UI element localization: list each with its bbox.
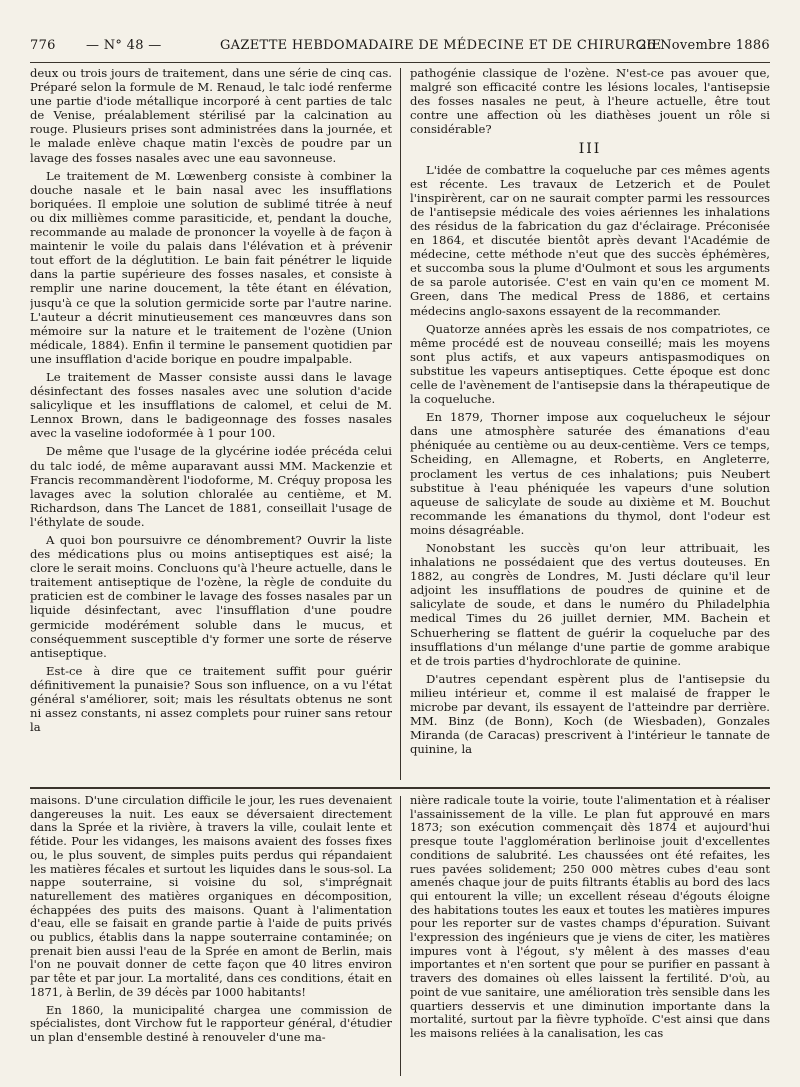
issue-number: — N° 48 — xyxy=(86,38,162,53)
paragraph: deux ou trois jours de traitement, dans une série de cinq cas. Préparé selon la formule de M. Renaud, le talc iodé renferme une partie d'iode métallique incorporé à cent parties de talc de Venise, préalablement stérilisé par la calcination au rouge. Plusieurs prises sont administrées dans la journée, et le malade enlève chaque matin l'excès de poudre par un lavage des fosses nasales avec une eau savonneuse. xyxy=(30,66,392,165)
paragraph: pathogénie classique de l'ozène. N'est-ce pas avouer que, malgré son efficacité contre les lésions locales, l'antisepsie des fosses nasales ne peut, à l'heure actuelle, être tout contre une affection où les diathèses jouent un rôle si considérable? xyxy=(410,66,770,137)
section-separator xyxy=(30,787,770,789)
journal-title: GAZETTE HEBDOMADAIRE DE MÉDECINE ET DE CHIRURGIE xyxy=(220,38,662,53)
upper-right-column xyxy=(410,66,770,782)
lower-left-column xyxy=(30,794,392,1078)
paragraph: Nonobstant les succès qu'on leur attribuait, les inhalations ne possédaient que des vertus douteuses. En 1882, au congrès de Londres, M. Justi déclare qu'il leur adjoint les insufflations de poudres de quinine et de salicylate de soude, et dans le numéro du Philadelphia medical Times du 26 juillet dernier, MM. Bachein et Schuerhering se flattent de guérir la coqueluche par des insufflations d'un mélange d'une partie de gomme arabique et de trois parties d'hydrochlorate de quinine. xyxy=(410,541,770,668)
issue-date: 26 Novembre 1886 xyxy=(638,38,770,53)
section-heading: III xyxy=(578,141,602,158)
paragraph: maisons. D'une circulation difficile le jour, les rues devenaient dangereuses la nuit. Les eaux se déversaient directement dans la Sprée et la rivière, à travers la ville, coulait lente et fétide. Pour les vidanges, les maisons avaient des fosses fixes ou, le plus souvent, de simples puits perdus qui répandaient les matières fécales et surtout les liquides dans le sous-sol. La nappe souterraine, si voisine du sol, s'imprégnait naturellement des matières organiques en décomposition, échappées des puits des maisons. Quant à l'alimentation d'eau, elle se faisait en grande partie à l'aide de puits privés ou publics, établis dans la nappe souterraine contaminée; on prenait bien aussi l'eau de la Sprée en amont de Berlin, mais l'on ne pouvait donner de cette façon que 40 litres environ par tête et par jour. La mortalité, dans ces conditions, était en 1871, à Berlin, de 39 décès par 1000 habitants! xyxy=(30,794,392,999)
upper-left-column xyxy=(30,66,392,782)
paragraph: De même que l'usage de la glycérine iodée précéda celui du talc iodé, de même auparavant aussi MM. Mackenzie et Francis recommandèrent l'iodoforme, M. Créquy proposa les lavages avec la solution chloralée au centième, et M. Richardson, dans The Lancet de 1881, conseillait l'usage de l'éthylate de soude. xyxy=(30,444,392,529)
column-divider xyxy=(400,796,401,1076)
page-number: 776 xyxy=(30,38,56,53)
paragraph: Est-ce à dire que ce traitement suffit pour guérir définitivement la punaisie? Sous son influence, on a vu l'état général s'améliorer, soit; mais les résultats obtenus ne sont ni assez constants, ni assez complets pour ruiner sans retour la xyxy=(30,663,392,735)
header-rule xyxy=(30,62,770,63)
running-header xyxy=(30,38,770,58)
lower-right-column xyxy=(410,794,770,1078)
paragraph: En 1879, Thorner impose aux coquelucheux le séjour dans une atmosphère saturée des émanations d'eau phéniquée au centième ou au deux-centième. Vers ce temps, Scheiding, en Allemagne, et Roberts, en Angleterre, proclament les vertus de ces inhalations; puis Neubert substitue à l'eau phéniquée les vapeurs d'une solution aqueuse de salicylate de soude au dixième et M. Bouchut recommande les émanations du thymol, dont l'odeur est moins désagréable. xyxy=(410,410,770,537)
paragraph: En 1860, la municipalité chargea une commission de spécialistes, dont Virchow fut le rapporteur général, d'étudier un plan d'ensemble destiné à renouveler d'une ma- xyxy=(30,1002,392,1044)
column-divider xyxy=(400,68,401,780)
paragraph: Quatorze années après les essais de nos compatriotes, ce même procédé est de nouveau conseillé; mais les moyens sont plus actifs, et aux vapeurs antispasmodiques on substitue les vapeurs antiseptiques. Cette époque est donc celle de l'avènement de l'antisepsie dans la thérapeutique de la coqueluche. xyxy=(410,321,770,407)
paragraph: Le traitement de Masser consiste aussi dans le lavage désinfectant des fosses nasales avec une solution d'acide salicylique et les insufflations de calomel, et celui de M. Lennox Brown, dans le badigeonnage des fosses nasales avec la vaseline iodoformée à 1 pour 100. xyxy=(30,369,392,441)
paragraph: nière radicale toute la voirie, toute l'alimentation et à réaliser l'assainissement de la ville. Le plan fut approuvé en mars 1873; son exécution commençait dès 1874 et aujourd'hui presque toute l'agglomération berlinoise jouit d'excellentes conditions de salubrité. Les chaussées ont été refaites, les rues pavées solidement; 250 000 mètres cubes d'eau sont amenés chaque jour de puits filtrants établis au bord des lacs qui entourent la ville; un excellent réseau d'égouts éloigne des habitations toutes les eaux et toutes les matières impures pour les reporter sur de vastes champs d'épuration. Suivant l'expression des ingénieurs que je viens de citer, les matières impures vont à l'égout, s'y mêlent à des masses d'eau importantes et n'en sortent que pour se purifier en passant à travers des domaines où elles laissent la fertilité. D'où, au point de vue sanitaire, une amélioration très sensible dans les quartiers desservis et une diminution importante dans la mortalité, surtout par la fièvre typhoïde. C'est ainsi que dans les maisons reliées à la canalisation, les cas xyxy=(410,794,770,1040)
paragraph: A quoi bon poursuivre ce dénombrement? Ouvrir la liste des médications plus ou moins antiseptiques est aisé; la clore le serait moins. Concluons qu'à l'heure actuelle, dans le traitement antiseptique de l'ozène, la règle de conduite du praticien est de combiner le lavage des fosses nasales par un liquide désinfectant, avec l'insufflation d'une poudre germicide modérément soluble dans le mucus, et conséquemment susceptible d'y former une sorte de réserve antiseptique. xyxy=(30,533,392,660)
paragraph: D'autres cependant espèrent plus de l'antisepsie du milieu intérieur et, comme il est malaisé de frapper le microbe par devant, ils essayent de l'atteindre par derrière. MM. Binz (de Bonn), Koch (de Wiesbaden), Gonzales Miranda (de Caracas) prescrivent à l'intérieur le tannate de quinine, la xyxy=(410,671,770,757)
paragraph: L'idée de combattre la coqueluche par ces mêmes agents est récente. Les travaux de Letzerich et de Poulet l'inspirèrent, car on ne saurait compter parmi les ressources de l'antisepsie médicale des voies aériennes les inhalations des résidus de la fabrication du gaz d'éclairage. Préconisée en 1864, et discutée bientôt après devant l'Académie de médecine, cette méthode n'eut que des succès éphémères, et succomba sous la plume d'Oulmont et sous les arguments de sa parole autorisée. C'est en vain qu'en ce moment M. Green, dans The medical Press de 1886, et certains médecins anglo-saxons essayent de la recommander. xyxy=(410,162,770,318)
paragraph: Le traitement de M. Lœwenberg consiste à combiner la douche nasale et le bain nasal avec les insufflations boriquées. Il emploie une solution de sublimé titrée à neuf ou dix millièmes comme parasiticide, et, pendant la douche, recommande au malade de prononcer la voyelle à de façon à maintenir le voile du palais dans l'élévation et à prévenir tout effort de la déglutition. Le bain fait pénétrer le liquide dans la partie supérieure des fosses nasales, et consiste à remplir une narine doucement, la tête étant en élévation, jusqu'à ce que la solution germicide sorte par l'autre narine. L'auteur a décrit minutieusement ces manœuvres dans son mémoire sur la nature et le traitement de l'ozène (Union médicale, 1884). Enfin il termine le pansement quotidien par une insufflation d'acide borique en poudre impalpable. xyxy=(30,168,392,366)
